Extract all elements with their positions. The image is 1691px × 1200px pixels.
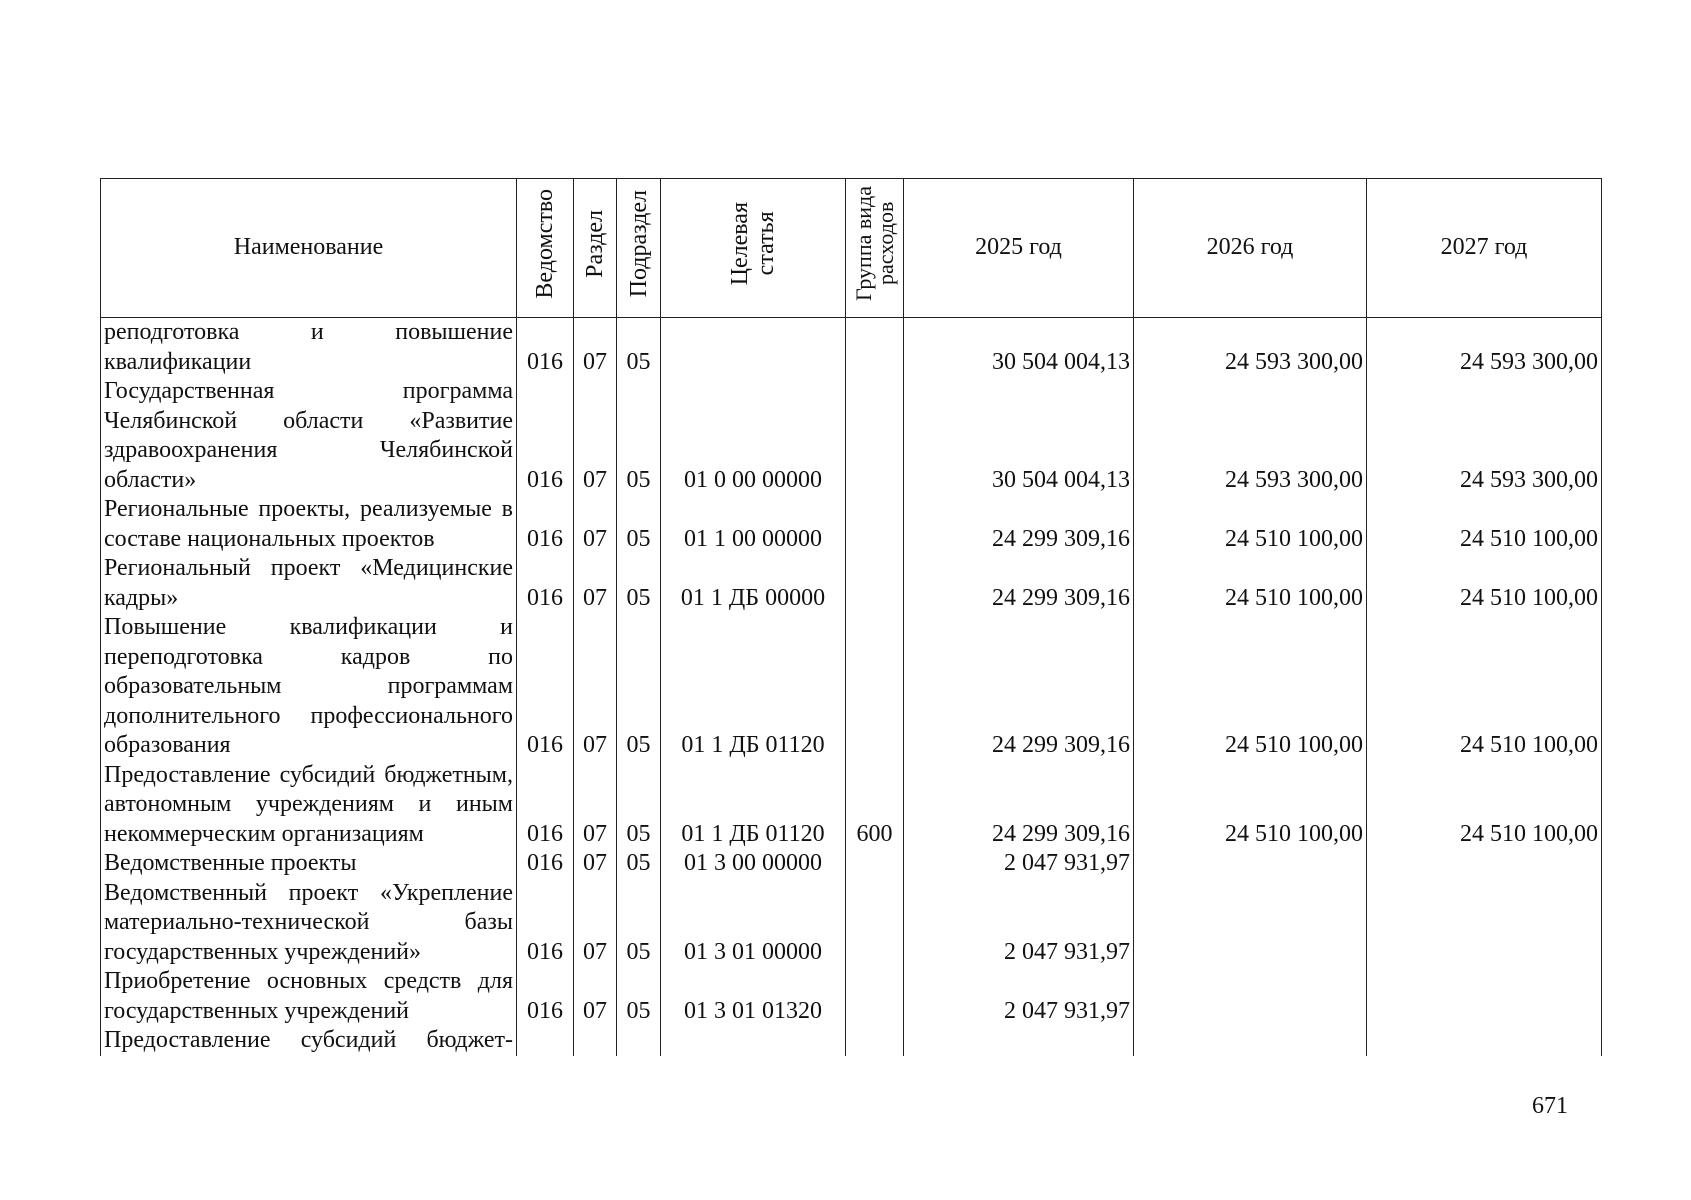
row-2027 [1367, 849, 1602, 879]
header-2025: 2025 год [904, 179, 1134, 318]
row-target: 01 0 00 00000 [661, 377, 846, 495]
row-2025 [904, 1026, 1134, 1056]
row-subsection: 05 [617, 613, 661, 761]
row-name: Ведомственные проекты [101, 849, 517, 879]
row-group [846, 879, 904, 968]
row-name: Ведомственный проект «Укрепление материально-технической базы государственных учреждений» [101, 879, 517, 968]
row-name: Региональные проекты, реализуемые в составе национальных проектов [101, 495, 517, 554]
row-section: 07 [574, 879, 617, 968]
header-2026: 2026 год [1134, 179, 1367, 318]
row-name: Предоставление субсидий бюджетным, автономным учреждениям и иным некоммерческим организациям [101, 761, 517, 850]
row-target: 01 1 ДБ 01120 [661, 613, 846, 761]
row-2027: 24 510 100,00 [1367, 761, 1602, 850]
row-2025: 24 299 309,16 [904, 495, 1134, 554]
table-row [101, 495, 1602, 554]
row-subsection: 05 [617, 495, 661, 554]
row-2027: 24 593 300,00 [1367, 318, 1602, 378]
row-2026 [1134, 967, 1367, 1026]
row-2026: 24 510 100,00 [1134, 554, 1367, 613]
row-2026: 24 593 300,00 [1134, 377, 1367, 495]
header-section: Раздел [574, 179, 617, 318]
row-section: 07 [574, 377, 617, 495]
row-2027: 24 510 100,00 [1367, 495, 1602, 554]
row-group [846, 318, 904, 378]
row-2025: 30 504 004,13 [904, 377, 1134, 495]
table-header-row [101, 179, 1602, 318]
row-2025: 24 299 309,16 [904, 613, 1134, 761]
table-row [101, 318, 1602, 378]
row-section: 07 [574, 613, 617, 761]
budget-table [100, 178, 1602, 1056]
row-subsection [617, 1026, 661, 1056]
row-2027 [1367, 1026, 1602, 1056]
row-name: Предоставление субсидий бюджет- [101, 1026, 517, 1056]
header-subsection: Подраздел [617, 179, 661, 318]
row-group [846, 849, 904, 879]
row-2025: 24 299 309,16 [904, 761, 1134, 850]
row-group [846, 613, 904, 761]
header-target: Целевая статья [661, 179, 846, 318]
row-name: Государственная программа Челябинской области «Развитие здравоохранения Челябинской области» [101, 377, 517, 495]
row-2026: 24 510 100,00 [1134, 761, 1367, 850]
table-row-partial [101, 1026, 1602, 1056]
row-dept: 016 [517, 761, 574, 850]
row-subsection: 05 [617, 849, 661, 879]
row-2025: 2 047 931,97 [904, 879, 1134, 968]
row-subsection: 05 [617, 761, 661, 850]
row-subsection: 05 [617, 318, 661, 378]
table-row [101, 613, 1602, 761]
row-2027 [1367, 967, 1602, 1026]
row-dept [517, 1026, 574, 1056]
row-dept: 016 [517, 849, 574, 879]
row-name: Повышение квалификации и переподготовка кадров по образовательным программам дополнительного профессионального образования [101, 613, 517, 761]
row-2025: 2 047 931,97 [904, 967, 1134, 1026]
row-target: 01 3 00 00000 [661, 849, 846, 879]
row-section: 07 [574, 761, 617, 850]
header-2027: 2027 год [1367, 179, 1602, 318]
row-subsection: 05 [617, 967, 661, 1026]
header-name: Наименование [101, 179, 517, 318]
table-row [101, 761, 1602, 850]
row-section: 07 [574, 554, 617, 613]
row-2026: 24 510 100,00 [1134, 613, 1367, 761]
row-section: 07 [574, 967, 617, 1026]
row-name: реподготовка и повышение квалификации [101, 318, 517, 378]
row-2027: 24 593 300,00 [1367, 377, 1602, 495]
row-dept: 016 [517, 495, 574, 554]
table-row [101, 967, 1602, 1026]
row-group [846, 554, 904, 613]
table-row [101, 849, 1602, 879]
row-2025: 2 047 931,97 [904, 849, 1134, 879]
table-row [101, 554, 1602, 613]
row-name: Приобретение основных средств для государственных учреждений [101, 967, 517, 1026]
table-row [101, 377, 1602, 495]
row-2026 [1134, 849, 1367, 879]
row-target: 01 3 01 00000 [661, 879, 846, 968]
row-target: 01 1 ДБ 01120 [661, 761, 846, 850]
row-subsection: 05 [617, 377, 661, 495]
row-2026: 24 510 100,00 [1134, 495, 1367, 554]
header-group: Группа вида расходов [846, 179, 904, 318]
row-name: Региональный проект «Медицинские кадры» [101, 554, 517, 613]
row-group [846, 377, 904, 495]
row-2027: 24 510 100,00 [1367, 554, 1602, 613]
row-2027 [1367, 879, 1602, 968]
row-2026 [1134, 1026, 1367, 1056]
row-group [846, 1026, 904, 1056]
row-target [661, 1026, 846, 1056]
row-dept: 016 [517, 613, 574, 761]
row-section: 07 [574, 318, 617, 378]
row-2026 [1134, 879, 1367, 968]
row-2025: 24 299 309,16 [904, 554, 1134, 613]
row-dept: 016 [517, 377, 574, 495]
row-dept: 016 [517, 318, 574, 378]
row-subsection: 05 [617, 554, 661, 613]
row-section [574, 1026, 617, 1056]
table-row [101, 879, 1602, 968]
row-dept: 016 [517, 879, 574, 968]
row-group [846, 967, 904, 1026]
row-group: 600 [846, 761, 904, 850]
row-target [661, 318, 846, 378]
row-2026: 24 593 300,00 [1134, 318, 1367, 378]
row-target: 01 1 00 00000 [661, 495, 846, 554]
row-dept: 016 [517, 554, 574, 613]
row-section: 07 [574, 495, 617, 554]
row-2025: 30 504 004,13 [904, 318, 1134, 378]
row-group [846, 495, 904, 554]
row-2027: 24 510 100,00 [1367, 613, 1602, 761]
header-dept: Ведомство [517, 179, 574, 318]
row-subsection: 05 [617, 879, 661, 968]
row-section: 07 [574, 849, 617, 879]
row-dept: 016 [517, 967, 574, 1026]
row-target: 01 3 01 01320 [661, 967, 846, 1026]
row-target: 01 1 ДБ 00000 [661, 554, 846, 613]
page-number: 671 [1532, 1093, 1568, 1119]
